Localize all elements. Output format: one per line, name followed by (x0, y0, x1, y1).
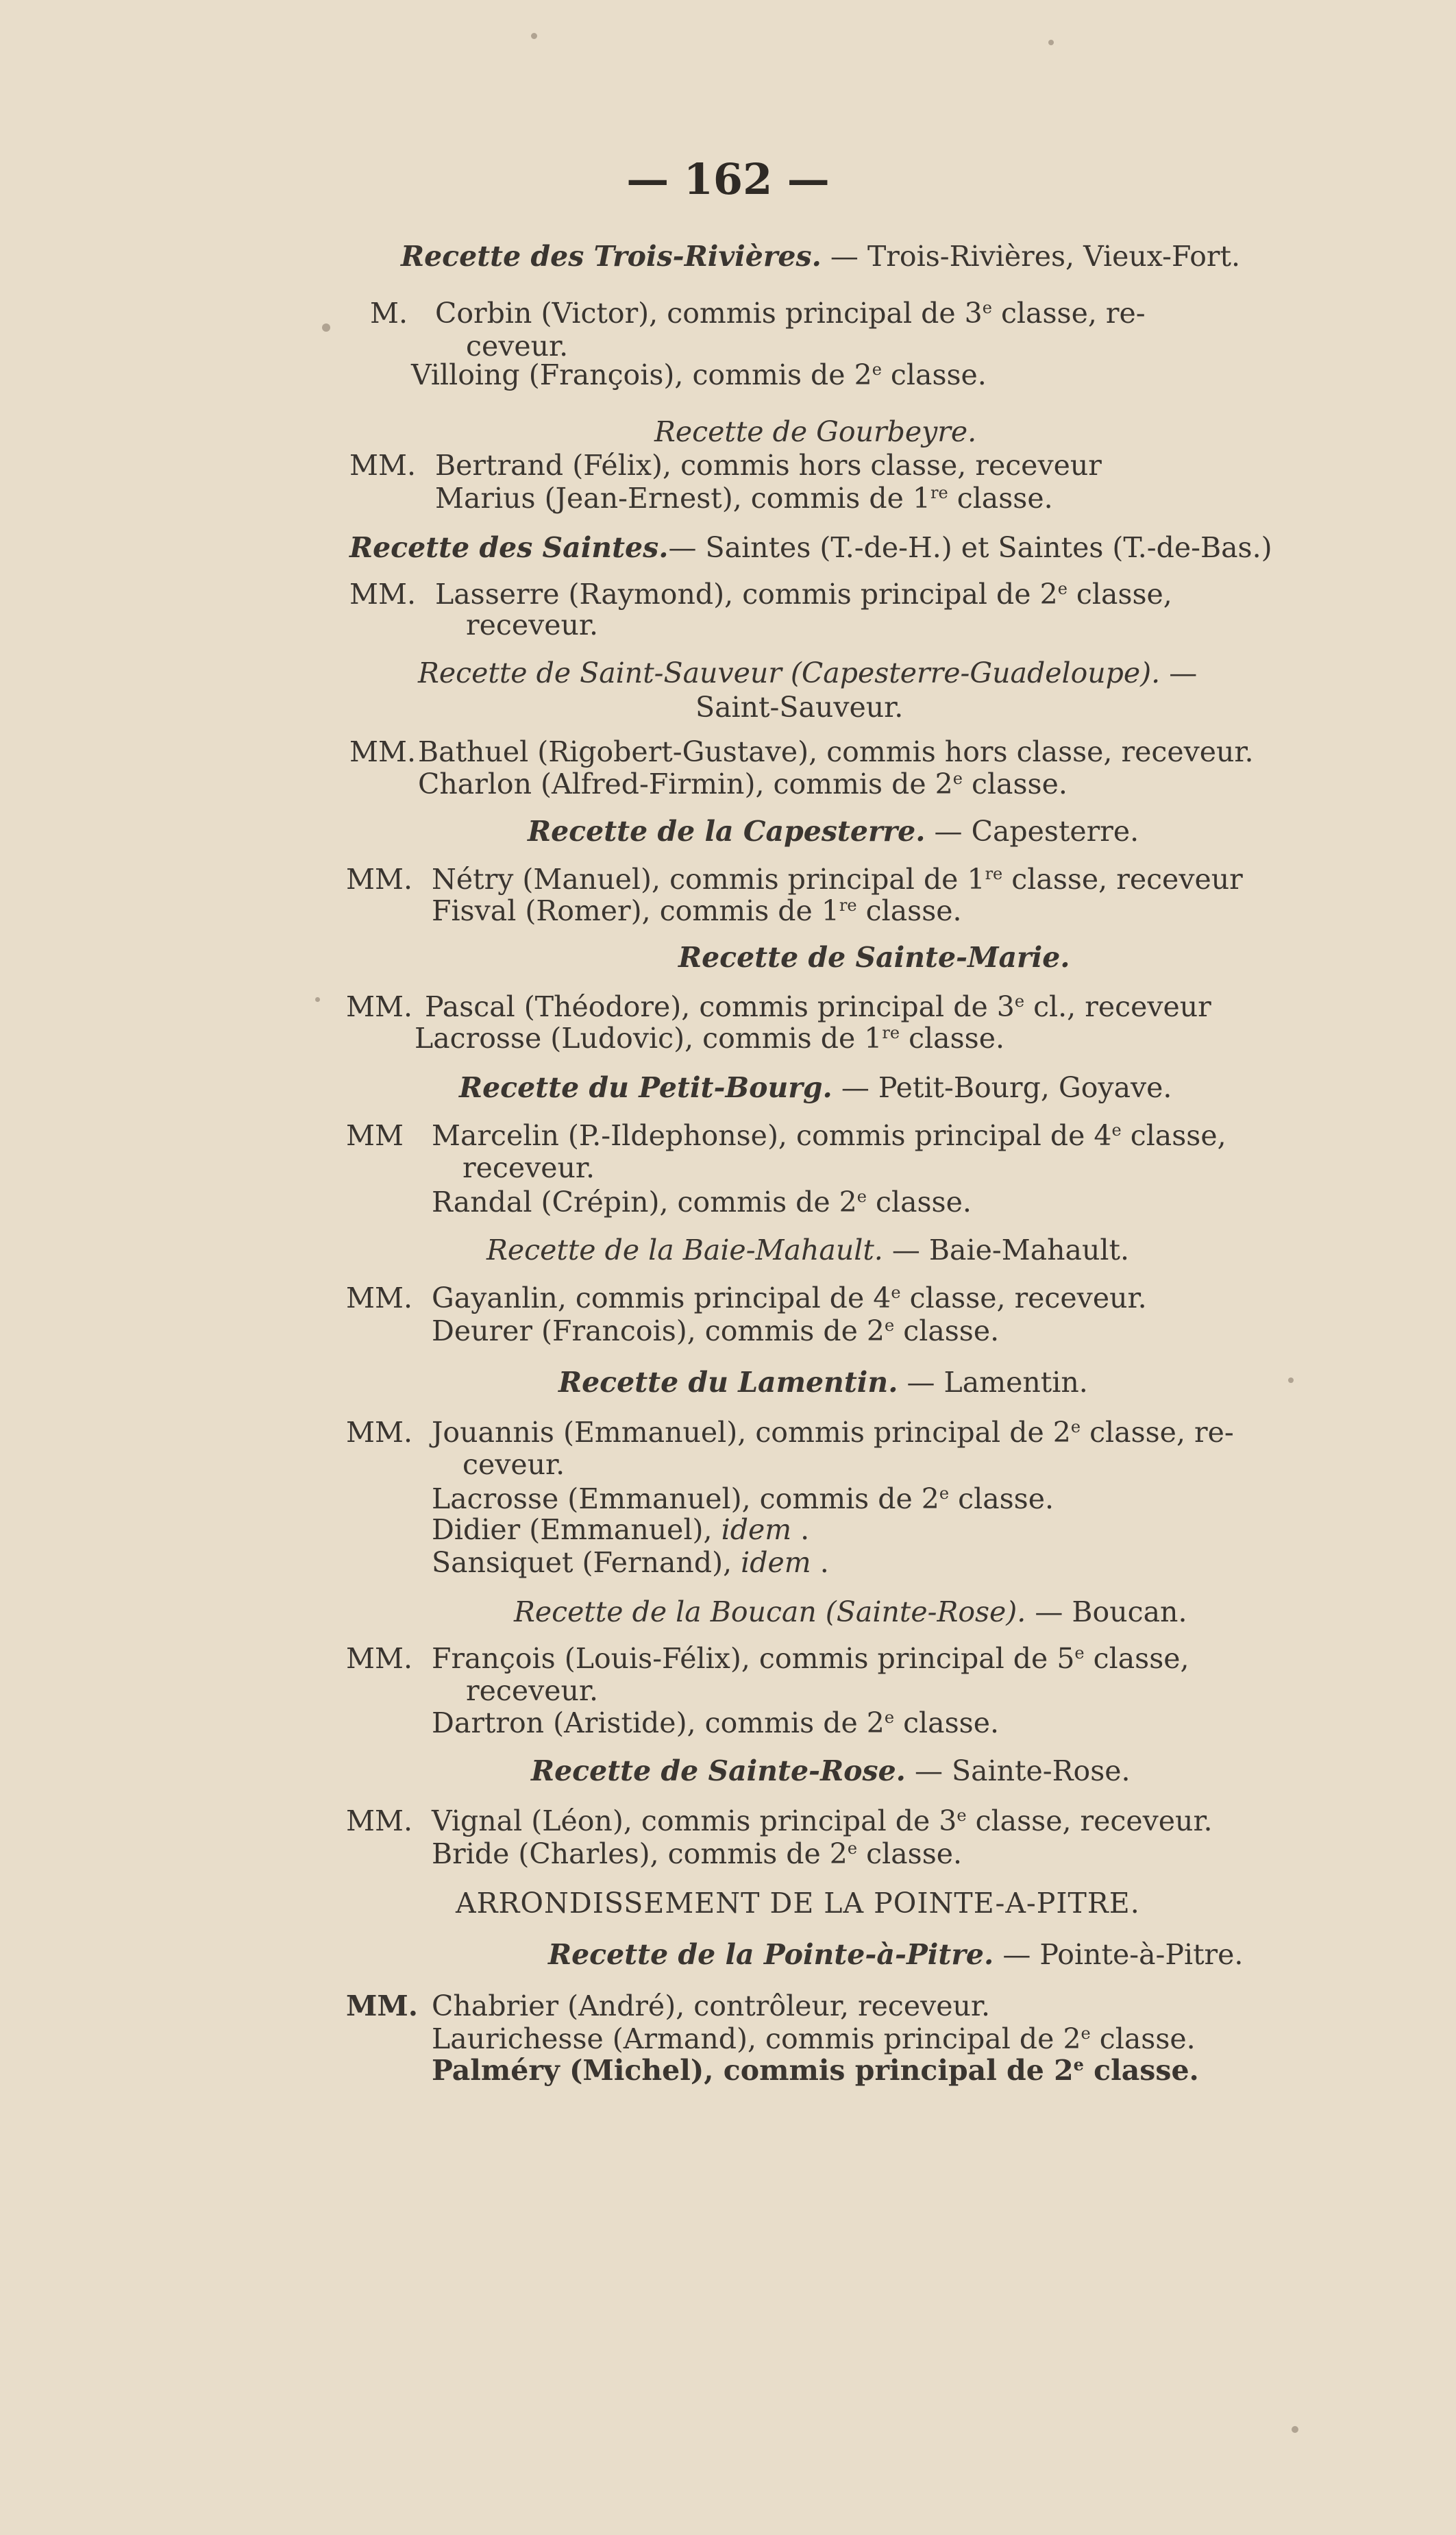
section-heading: Recette de Sainte-Marie. (678, 941, 1070, 974)
entry-line: Chabrier (André), contrôleur, receveur. (432, 1989, 991, 2022)
entry-line: Randal (Crépin), commis de 2e classe. (432, 1186, 972, 1218)
entry-line: Marcelin (P.-Ildephonse), commis principal de 4e classe, (432, 1119, 1226, 1152)
paper-speck (322, 323, 330, 332)
paper-speck (1292, 2426, 1298, 2433)
entry-line: Bathuel (Rigobert-Gustave), commis hors classe, receveur. (418, 735, 1254, 768)
name-prefix: MM. (349, 449, 416, 482)
arrondissement-heading: ARRONDISSEMENT DE LA POINTE-A-PITRE. (456, 1887, 1140, 1920)
entry-line: Lacrosse (Emmanuel), commis de 2e classe. (432, 1482, 1054, 1515)
entry-line: receveur. (462, 1151, 595, 1184)
section-heading: Recette des Trois-Rivières. — Trois-Rivières, Vieux-Fort. (401, 240, 1241, 273)
entry-line: Villoing (François), commis de 2e classe. (411, 358, 987, 391)
name-prefix: MM. (346, 1416, 412, 1449)
paper-speck (531, 33, 537, 39)
name-prefix: MM. (346, 1282, 412, 1314)
section-heading: Recette de Gourbeyre. (654, 415, 977, 448)
name-prefix: MM (346, 1119, 404, 1152)
name-prefix: M. (370, 297, 408, 330)
section-heading: Recette de la Pointe-à-Pitre. — Pointe-à-Pitre. (548, 1938, 1244, 1971)
page-number: — 162 — (626, 154, 830, 204)
entry-line: receveur. (466, 609, 599, 641)
entry-line: ceveur. (466, 330, 569, 363)
entry-line: receveur. (466, 1674, 599, 1707)
section-heading: Recette de Sainte-Rose. — Sainte-Rose. (531, 1754, 1131, 1787)
name-prefix: MM. (346, 863, 412, 896)
entry-line: Palméry (Michel), commis principal de 2e classe. (432, 2054, 1199, 2087)
paper-speck (1288, 1377, 1294, 1383)
entry-line: Bride (Charles), commis de 2e classe. (432, 1837, 963, 1870)
entry-line: Lasserre (Raymond), commis principal de 2e classe, (435, 578, 1172, 611)
entry-line: Pascal (Théodore), commis principal de 3e cl., receveur (425, 990, 1211, 1023)
entry-line: ceveur. (462, 1448, 565, 1481)
entry-line: Corbin (Victor), commis principal de 3e classe, re- (435, 297, 1146, 330)
section-heading: Recette de la Baie-Mahault. — Baie-Mahault. (486, 1234, 1130, 1266)
section-heading: Recette de Saint-Sauveur (Capesterre-Guadeloupe). — (418, 657, 1198, 689)
name-prefix: MM. (346, 1989, 419, 2022)
entry-line: Didier (Emmanuel), idem . (432, 1513, 810, 1546)
name-prefix: MM. (346, 1642, 412, 1675)
name-prefix: MM. (349, 578, 416, 611)
section-heading: Recette des Saintes.— Saintes (T.-de-H.) et Saintes (T.-de-Bas.) (349, 531, 1272, 564)
name-prefix: MM. (349, 735, 416, 768)
entry-line: Sansiquet (Fernand), idem . (432, 1546, 829, 1579)
section-heading: Recette de la Capesterre. — Capesterre. (528, 815, 1139, 848)
entry-line: Deurer (Francois), commis de 2e classe. (432, 1314, 1000, 1347)
entry-line: Marius (Jean-Ernest), commis de 1re classe. (435, 482, 1053, 515)
paper-speck (1048, 40, 1054, 45)
entry-line: Lacrosse (Ludovic), commis de 1re classe. (415, 1022, 1004, 1055)
entry-line: Charlon (Alfred-Firmin), commis de 2e classe. (418, 768, 1068, 800)
section-heading-line2: Saint-Sauveur. (695, 691, 904, 724)
entry-line: Dartron (Aristide), commis de 2e classe. (432, 1706, 999, 1739)
entry-line: Fisval (Romer), commis de 1re classe. (432, 894, 962, 927)
name-prefix: MM. (346, 990, 412, 1023)
entry-line: François (Louis-Félix), commis principal de 5e classe, (432, 1642, 1189, 1675)
name-prefix: MM. (346, 1804, 412, 1837)
entry-line: Nétry (Manuel), commis principal de 1re classe, receveur (432, 863, 1243, 896)
paper-speck (315, 997, 320, 1002)
entry-line: Gayanlin, commis principal de 4e classe, receveur. (432, 1282, 1147, 1314)
entry-line: Vignal (Léon), commis principal de 3e classe, receveur. (432, 1804, 1213, 1837)
section-heading: Recette du Petit-Bourg. — Petit-Bourg, Goyave. (459, 1071, 1172, 1104)
entry-line: Laurichesse (Armand), commis principal de 2e classe. (432, 2022, 1196, 2055)
section-heading: Recette du Lamentin. — Lamentin. (558, 1366, 1088, 1399)
section-heading: Recette de la Boucan (Sainte-Rose). — Boucan. (514, 1595, 1187, 1628)
entry-line: Jouannis (Emmanuel), commis principal de 2e classe, re- (432, 1416, 1234, 1449)
entry-line: Bertrand (Félix), commis hors classe, receveur (435, 449, 1102, 482)
